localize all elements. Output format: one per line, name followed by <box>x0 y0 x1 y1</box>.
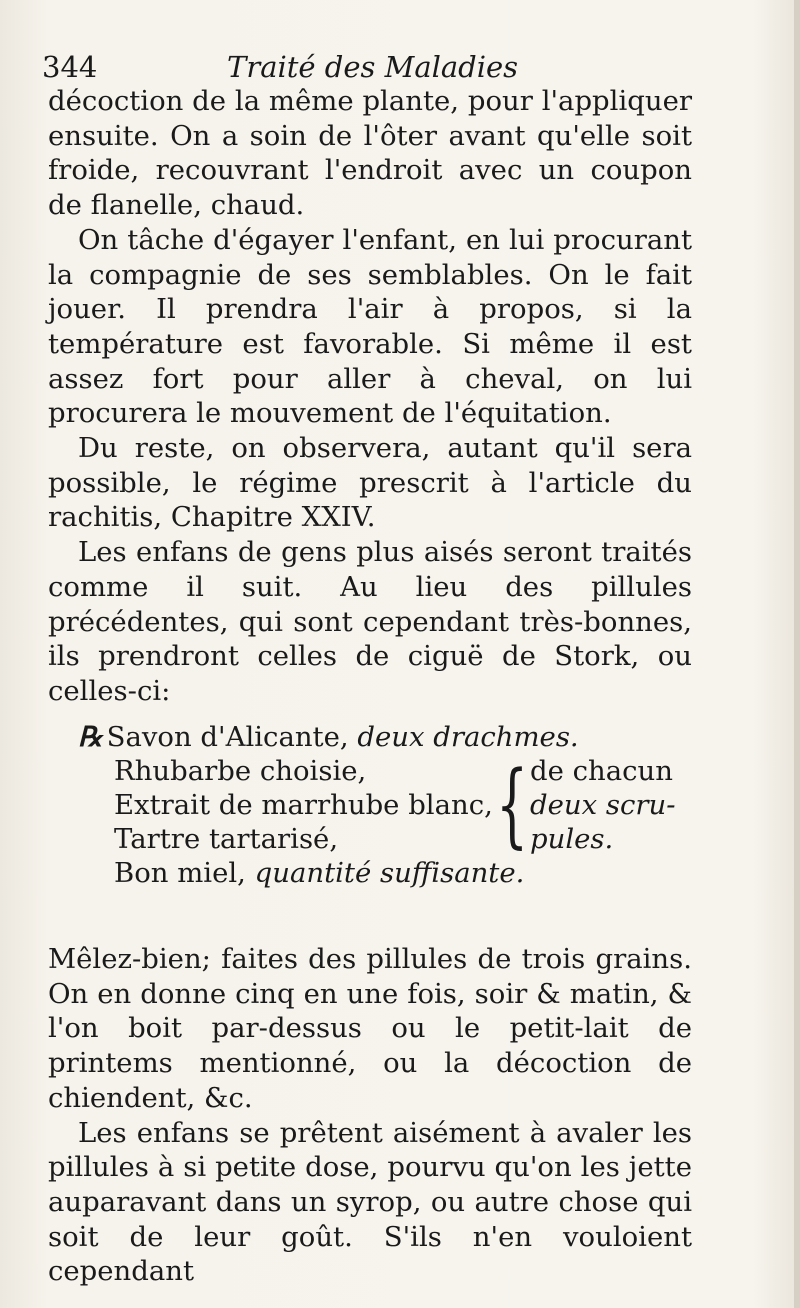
curly-brace-icon: { <box>496 751 529 858</box>
page-edge <box>794 0 800 1308</box>
recipe-line <box>78 822 718 856</box>
recipe-dose: pules. <box>530 823 614 855</box>
page-number: 344 <box>42 50 98 84</box>
running-title: Traité des Maladies <box>227 50 519 84</box>
paragraph: décoction de la même plante, pour l'appliquer ensuite. On a soin de l'ôter avant qu'elle soit froide, recouvrant l'endroit avec un coupon de flanelle, chaud. <box>48 85 692 222</box>
rx-symbol: ℞ <box>78 721 103 753</box>
recipe-ingredient-group <box>114 856 524 890</box>
recipe-ingredient: Rhubarbe choisie, <box>114 755 367 787</box>
recipe-ingredient: Bon miel, <box>114 857 246 889</box>
recipe-ingredient: Extrait de marrhube blanc, <box>114 789 493 821</box>
recipe-line <box>78 754 718 788</box>
recipe-line <box>78 720 718 754</box>
paragraph: Mêlez-bien; faites des pillules de trois grains. On en donne cinq en une fois, soir & matin, & l'on boit par-dessus ou le petit-lait de printems mentionné, ou la décoction de chiendent, &c. <box>48 943 692 1114</box>
recipe-line <box>78 788 718 822</box>
paragraph: Les enfans de gens plus aisés seront traités comme il suit. Au lieu des pillules précédentes, qui sont cependant très-bonnes, ils prendront celles de ciguë de Stork, ou celles-ci: <box>48 536 692 707</box>
body-text-bottom <box>48 942 692 1289</box>
recipe-dose: deux scru- <box>530 789 676 821</box>
body-text-top <box>48 84 692 709</box>
recipe-ingredient: Savon d'Alicante, <box>106 721 349 753</box>
paragraph: Les enfans se prêtent aisément à avaler les pillules à si petite dose, pourvu qu'on les jette auparavant dans un syrop, ou autre chose qui soit de leur goût. S'ils n'en vouloient cependant <box>48 1116 692 1288</box>
recipe-dose: quantité suffisante. <box>254 857 525 889</box>
recipe-line <box>78 856 718 890</box>
paragraph: On tâche d'égayer l'enfant, en lui procurant la compagnie de ses semblables. On le fait jouer. Il prendra l'air à propos, si la température est favorable. Si même il est assez fort pour aller à cheval, on lui procurera le mouvement de l'équitation. <box>48 223 692 430</box>
recipe-block <box>78 720 718 890</box>
recipe-ingredient: Tartre tartarisé, <box>114 823 339 855</box>
recipe-dose: de chacun <box>530 755 673 787</box>
paragraph: Du reste, on observera, autant qu'il sera possible, le régime prescrit à l'article du rachitis, Chapitre XXIV. <box>48 432 692 534</box>
recipe-dose: deux drachmes. <box>357 721 579 753</box>
